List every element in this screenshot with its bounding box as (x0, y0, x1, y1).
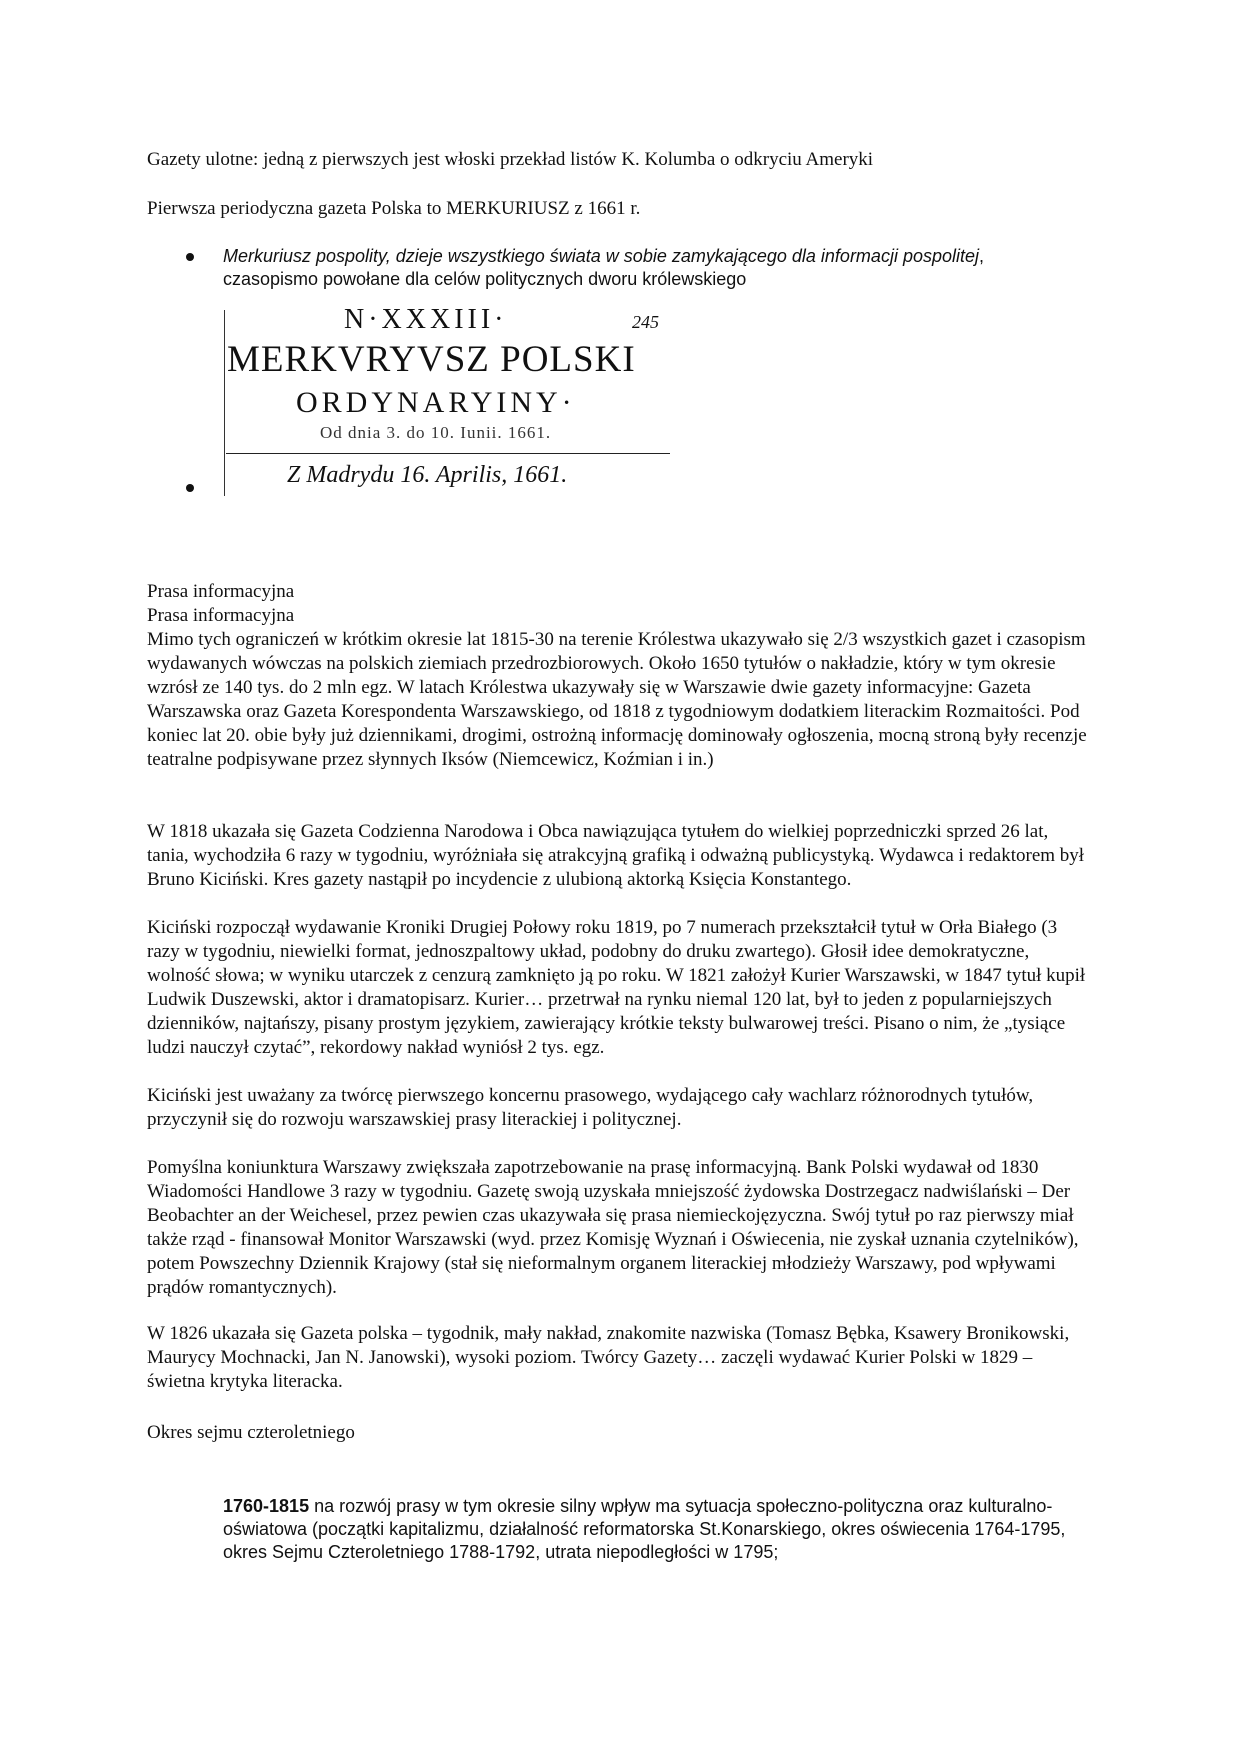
masthead-frame (224, 310, 225, 496)
period-years: 1760-1815 (223, 1496, 310, 1516)
paragraph-6: W 1826 ukazała się Gazeta polska – tygodnik, mały nakład, znakomite nazwiska (Tomasz Bębka, Ksawery Bronikowski, Maurycy Mochnacki, Jan N. Janowski), wysoki poziom. Twórcy Gazety… zaczęli wydawać Kurier Polski w 1829 – świetna krytyka literacka. (147, 1323, 1070, 1392)
intro-line: Gazety ulotne: jedną z pierwszych jest włoski przekład listów K. Kolumba o odkryciu Ameryki (147, 149, 874, 170)
heading-prasa-1: Prasa informacyjna (147, 581, 295, 602)
period-note (223, 1495, 1073, 1564)
masthead-date: Od dnia 3. do 10. Iunii. 1661. (320, 423, 552, 442)
bullet-dot (186, 253, 194, 261)
paragraph-2: W 1818 ukazała się Gazeta Codzienna Narodowa i Obca nawiązująca tytułem do wielkiej poprzedniczki sprzed 26 lat, tania, wychodziła 6 razy w tygodniu, wyróżniała się atrakcyjną grafiką i odważną publicystyką. Wydawca i redaktorem był Bruno Kiciński. Kres gazety nastąpił po incydencie z ulubioną aktorką Księcia Konstantego. (147, 821, 1085, 890)
masthead-subtitle: ORDYNARYINY· (296, 386, 576, 419)
bullet-dot-empty (186, 484, 194, 492)
masthead-rule (226, 453, 670, 454)
heading-prasa-2: Prasa informacyjna (147, 605, 295, 626)
paragraph-3: Kiciński rozpoczął wydawanie Kroniki Drugiej Połowy roku 1819, po 7 numerach przekształcił tytuł w Orła Białego (3 razy w tygodniu, niewielki format, jednoszpaltowy układ, podobny do druku zwartego). Głosił idee demokratyczne, wolność słowa; w wyniku utarczek z cenzurą zamknięto ją po roku. W 1821 założył Kurier Warszawski, w 1847 tytuł kupił Ludwik Duszewski, aktor i dramatopisarz. Kurier… przetrwał na rynku niemal 120 lat, był to jeden z popularniejszych dzienników, najtańszy, pisany prostym językiem, zawierający krótkie teksty bulwarowej treści. Pisano o nim, że „tysiące ludzi nauczył czytać”, rekordowy nakład wyniósł 2 tys. egz. (147, 917, 1086, 1058)
bullet-item-merkuriusz (223, 245, 1053, 291)
masthead-number: N·XXXIII· (344, 304, 508, 335)
paragraph-1: Mimo tych ograniczeń w krótkim okresie lat 1815-30 na terenie Królestwa ukazywało się 2/3 wszystkich gazet i czasopism wydawanych wówczas na polskich ziemiach przedrozbiorowych. Około 1650 tytułów o nakładzie, który w tym okresie wzrósł ze 140 tys. do 2 mln egz. W latach Królestwa ukazywały się w Warszawie dwie gazety informacyjne: Gazeta Warszawska oraz Gazeta Korespondenta Warszawskiego, od 1818 z tygodniowym dodatkiem literackim Rozmaitości. Pod koniec lat 20. obie były już dziennikami, drogimi, ostrożną informację dominowały ogłoszenia, mocną stroną były recenzje teatralne podpisywane przez słynnych Iksów (Niemcewicz, Koźmian i in.) (147, 629, 1087, 770)
paragraph-4: Kiciński jest uważany za twórcę pierwszego koncernu prasowego, wydającego cały wachlarz różnorodnych tytułów, przyczynił się do rozwoju warszawskiej prasy literackiej i politycznej. (147, 1085, 1034, 1130)
masthead-dateline: Z Madrydu 16. Aprilis, 1661. (287, 462, 568, 488)
heading-sejm: Okres sejmu czteroletniego (147, 1422, 355, 1443)
masthead-page: 245 (632, 312, 659, 332)
masthead-title: MERKVRYVSZ POLSKI (227, 339, 636, 380)
bullet-rest-text: , czasopismo powołane dla celów politycznych dworu królewskiego (223, 246, 985, 289)
period-description: na rozwój prasy w tym okresie silny wpływ ma sytuacja społeczno-polityczna oraz kulturalno- oświatowa (początki kapitalizmu, działalność reformatorska St.Konarskiego, okres oświecenia 1764-1795, okres Sejmu Czteroletniego 1788-1792, utrata niepodległości w 1795; (223, 1496, 1066, 1562)
merkuriusz-line: Pierwsza periodyczna gazeta Polska to MERKURIUSZ z 1661 r. (147, 198, 641, 219)
masthead-image (222, 302, 670, 498)
bullet-italic-title: Merkuriusz pospolity, dzieje wszystkiego świata w sobie zamykającego dla informacji pospolitej (223, 246, 979, 266)
paragraph-5: Pomyślna koniunktura Warszawy zwiększała zapotrzebowanie na prasę informacyjną. Bank Polski wydawał od 1830 Wiadomości Handlowe 3 razy w tygodniu. Gazetę swoją uzyskała mniejszość żydowska Dostrzegacz nadwiślański – Der Beobachter an der Weichesel, przez pewien czas ukazywała się prasa niemieckojęzyczna. Swój tytuł po raz pierwszy miał także rząd - finansował Monitor Warszawski (wyd. przez Komisję Wyznań i Oświecenia, nie zyskał uznania czytelników), potem Powszechny Dziennik Krajowy (stał się nieformalnym organem literackiej młodzieży Warszawy, pod wpływami prądów romantycznych). (147, 1157, 1079, 1298)
